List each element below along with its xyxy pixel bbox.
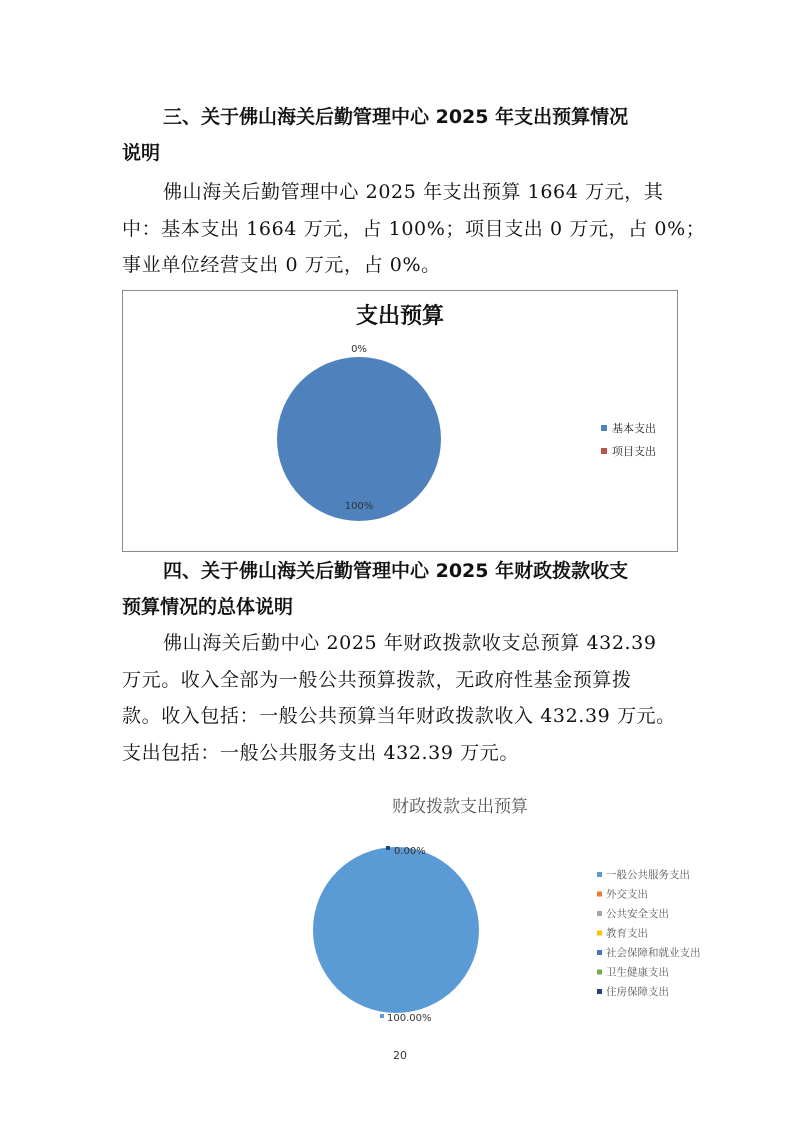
expenditure-budget-chart: [122, 290, 678, 552]
section-3-heading-line-2: 说明: [122, 142, 161, 164]
paragraph-line: 佛山海关后勤管理中心 2025 年支出预算 1664 万元，其: [163, 181, 664, 203]
legend-swatch: [597, 872, 602, 877]
legend-swatch: [597, 950, 602, 955]
legend-swatch: [597, 911, 602, 916]
section-4-heading-line-1: 四、关于佛山海关后勤管理中心 2025 年财政拨款收支: [163, 560, 629, 582]
page-number: 20: [393, 1049, 407, 1062]
paragraph-line: 中：基本支出 1664 万元，占 100%；项目支出 0 万元，占 0%；: [122, 217, 706, 240]
legend-label: 一般公共服务支出: [606, 869, 690, 881]
section-3-heading-line-1: 三、关于佛山海关后勤管理中心 2025 年支出预算情况: [163, 106, 629, 128]
section-4-heading-line-2: 预算情况的总体说明: [122, 596, 294, 618]
chart-1-title: 支出预算: [355, 304, 445, 329]
chart-2-data-label-housing: 0.00%: [394, 846, 426, 857]
chart-2-title: 财政拨款支出预算: [392, 797, 528, 817]
legend-label-basic-expenditure: 基本支出: [612, 422, 656, 435]
section-3-heading: [122, 99, 682, 171]
section-3-paragraph: [122, 174, 706, 284]
legend-label: 外交支出: [606, 888, 648, 901]
chart-2-data-label-general: 100.00%: [387, 1013, 432, 1024]
legend-swatch: [597, 970, 602, 975]
legend-swatch-basic-expenditure: [601, 425, 607, 431]
legend-swatch-project-expenditure: [601, 448, 607, 454]
paragraph-line: 事业单位经营支出 0 万元，占 0%。: [122, 254, 441, 276]
chart-1-legend: [601, 421, 656, 458]
paragraph-line: 款。收入包括：一般公共预算当年财政拨款收入 432.39 万元。: [122, 705, 676, 727]
paragraph-line: 支出包括：一般公共服务支出 432.39 万元。: [122, 741, 519, 764]
chart-2-data-label-marker-top: [386, 846, 390, 850]
section-4-paragraph: [122, 625, 682, 771]
chart-2-legend: [597, 868, 701, 998]
legend-swatch: [597, 989, 602, 994]
chart-1-slice-basic-expenditure: [277, 357, 441, 521]
legend-swatch: [597, 892, 602, 897]
fiscal-appropriation-chart: [300, 786, 740, 1036]
legend-label: 公共安全支出: [606, 908, 669, 920]
chart-2-slice-general-public-services: [313, 847, 479, 1013]
legend-label: 卫生健康支出: [606, 966, 669, 979]
legend-swatch: [597, 931, 602, 936]
chart-2-data-label-marker-bottom: [380, 1014, 384, 1018]
chart-1-data-label-basic: 100%: [344, 501, 374, 512]
legend-label-project-expenditure: 项目支出: [612, 445, 656, 458]
chart-1-data-label-project: 0%: [351, 344, 367, 355]
section-4-heading: [122, 553, 682, 625]
legend-label: 教育支出: [606, 927, 648, 940]
paragraph-line: 佛山海关后勤中心 2025 年财政拨款收支总预算 432.39: [163, 632, 657, 654]
paragraph-line: 万元。收入全部为一般公共预算拨款，无政府性基金预算拨: [122, 668, 632, 691]
expenditure-budget-chart-svg: [123, 291, 677, 551]
legend-label: 住房保障支出: [606, 986, 669, 998]
legend-label: 社会保障和就业支出: [606, 947, 701, 959]
